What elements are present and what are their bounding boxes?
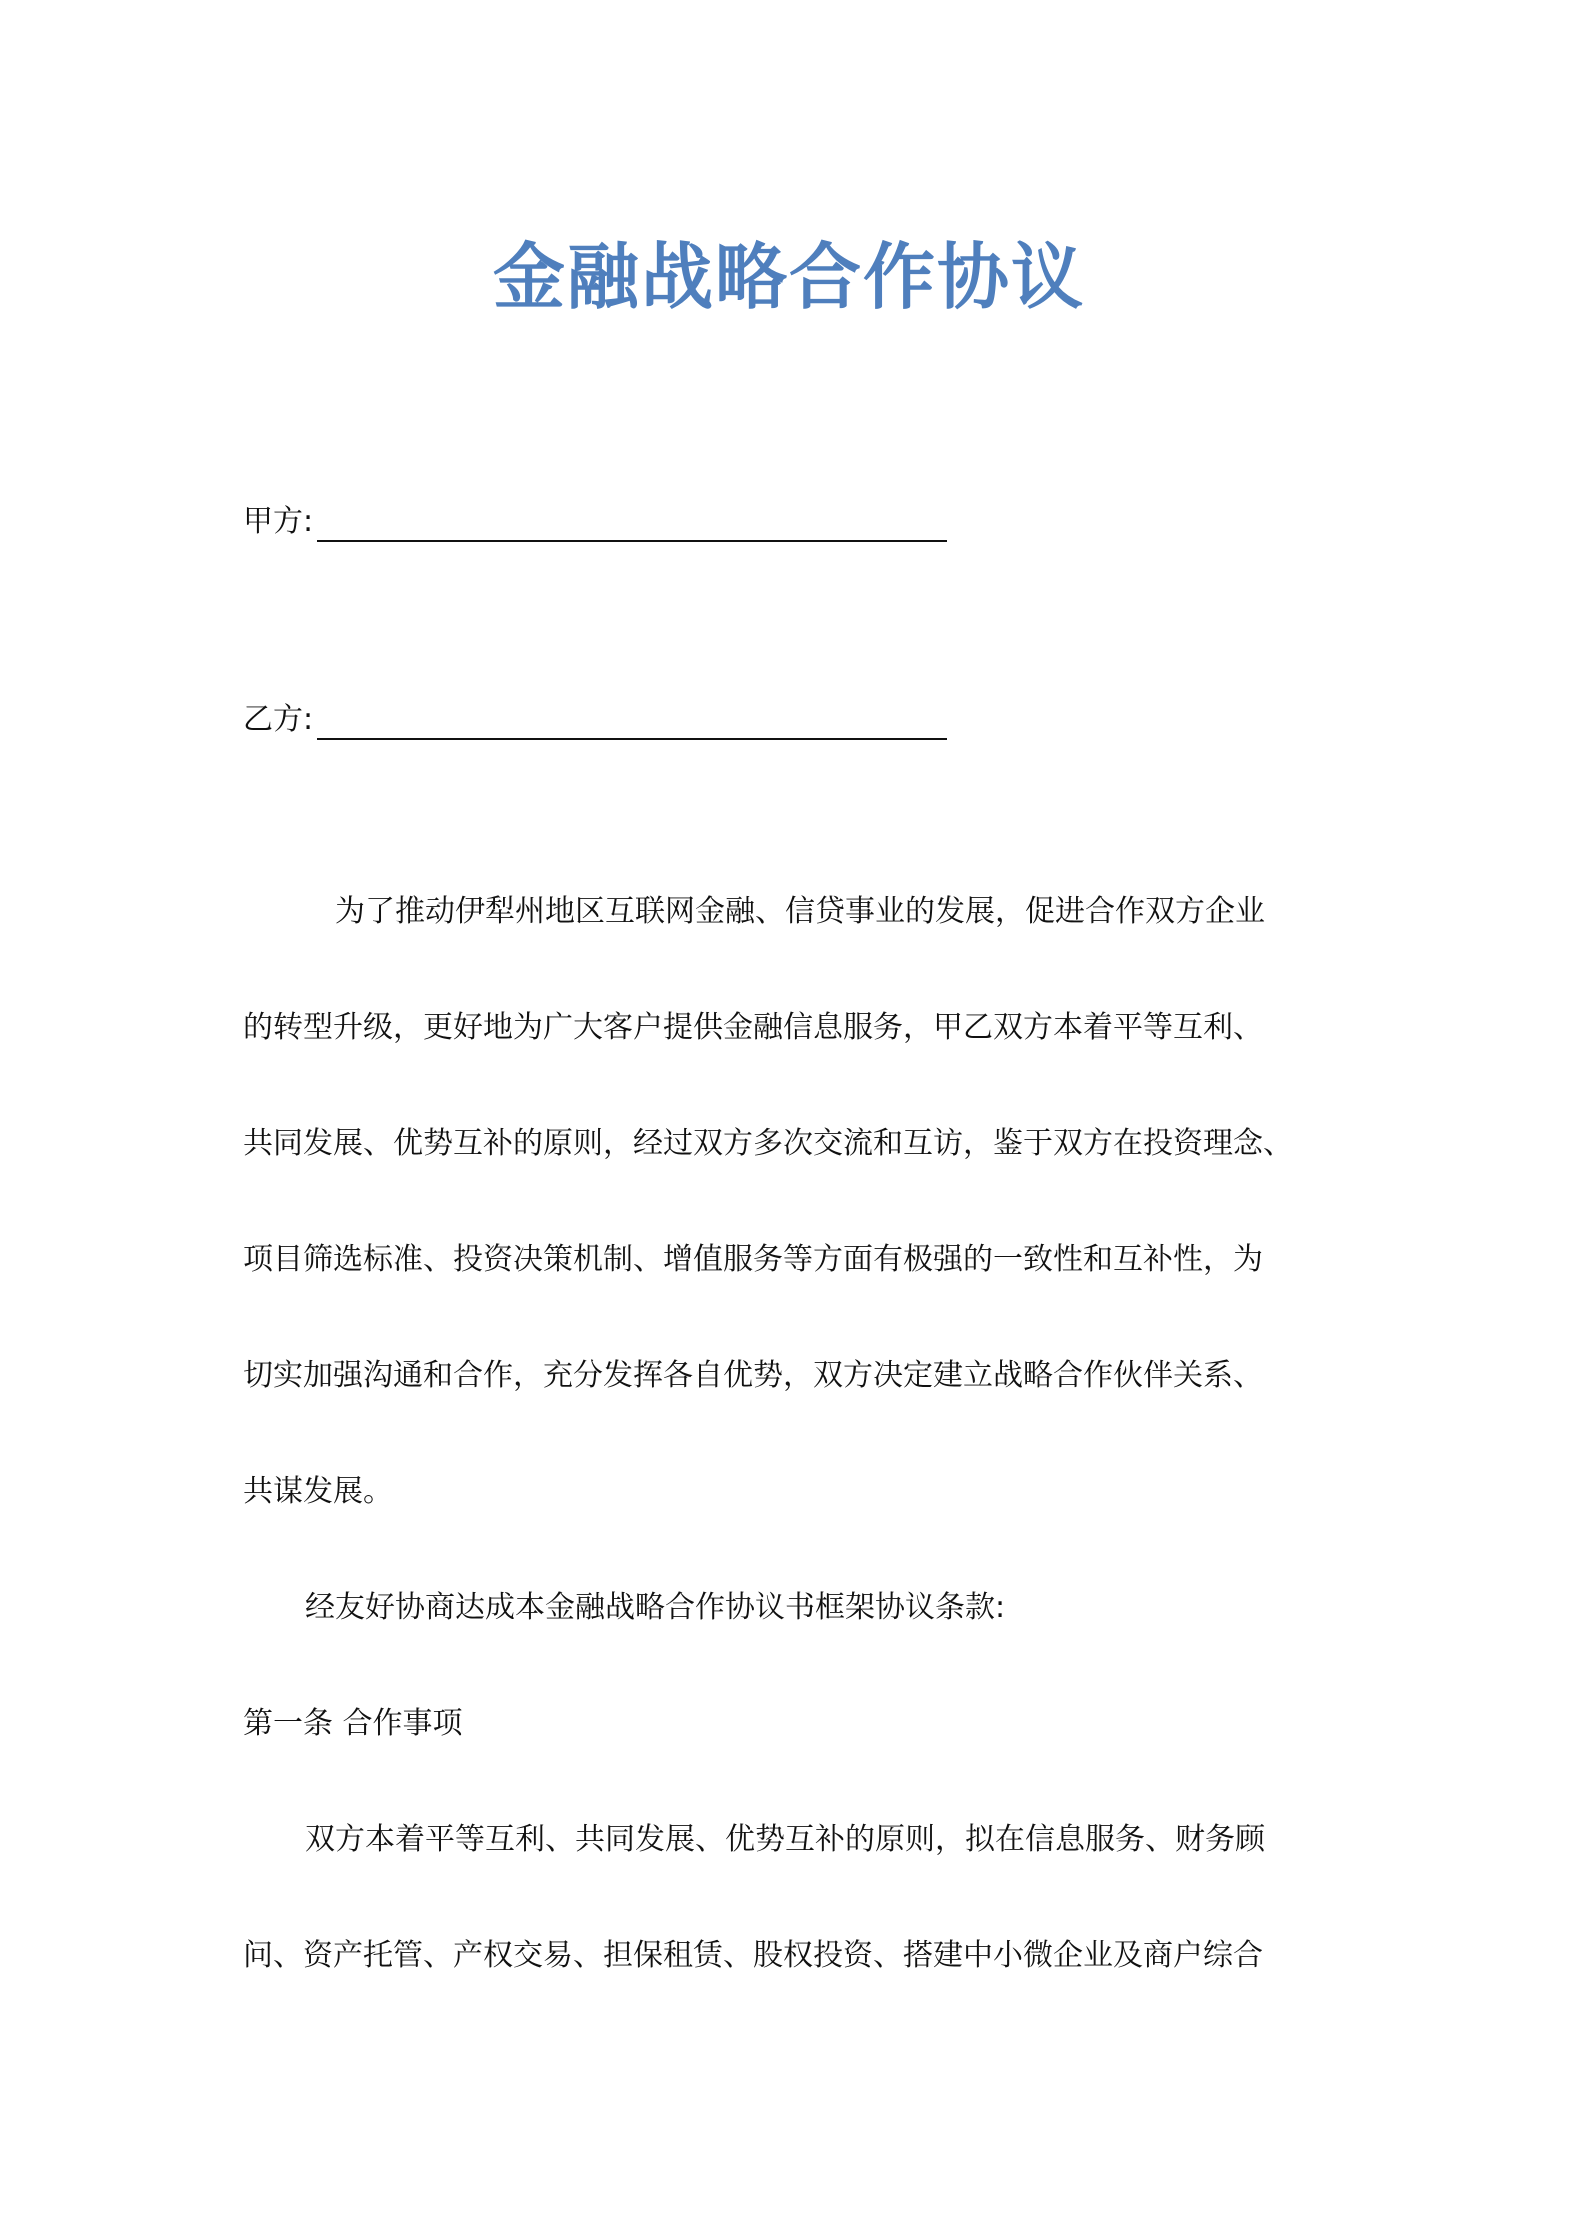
- paragraph-1-line: 的转型升级，更好地为广大客户提供金融信息服务，甲乙双方本着平等互利、: [243, 1010, 1263, 1045]
- article-1-line: 双方本着平等互利、共同发展、优势互补的原则，拟在信息服务、财务顾: [305, 1822, 1265, 1857]
- document-title: 金融战略合作协议: [492, 235, 1085, 319]
- party-a-label: 甲方:: [243, 504, 314, 539]
- party-b-blank-line: [317, 710, 947, 740]
- party-a-field: [243, 492, 947, 542]
- paragraph-1-line: 为了推动伊犁州地区互联网金融、信贷事业的发展，促进合作双方企业: [335, 894, 1265, 929]
- party-a-blank-line: [317, 512, 947, 542]
- party-b-label: 乙方:: [243, 702, 314, 737]
- article-1-heading: 第一条 合作事项: [243, 1706, 463, 1741]
- party-b-field: [243, 690, 947, 740]
- paragraph-1-line: 共谋发展。: [243, 1474, 393, 1509]
- paragraph-1-line: 共同发展、优势互补的原则，经过双方多次交流和互访，鉴于双方在投资理念、: [243, 1126, 1293, 1161]
- paragraph-1-line: 切实加强沟通和合作，充分发挥各自优势，双方决定建立战略合作伙伴关系、: [243, 1358, 1263, 1393]
- paragraph-2: 经友好协商达成本金融战略合作协议书框架协议条款:: [305, 1590, 1006, 1625]
- article-1-line: 问、资产托管、产权交易、担保租赁、股权投资、搭建中小微企业及商户综合: [243, 1938, 1263, 1973]
- paragraph-1-line: 项目筛选标准、投资决策机制、增值服务等方面有极强的一致性和互补性，为: [243, 1242, 1263, 1277]
